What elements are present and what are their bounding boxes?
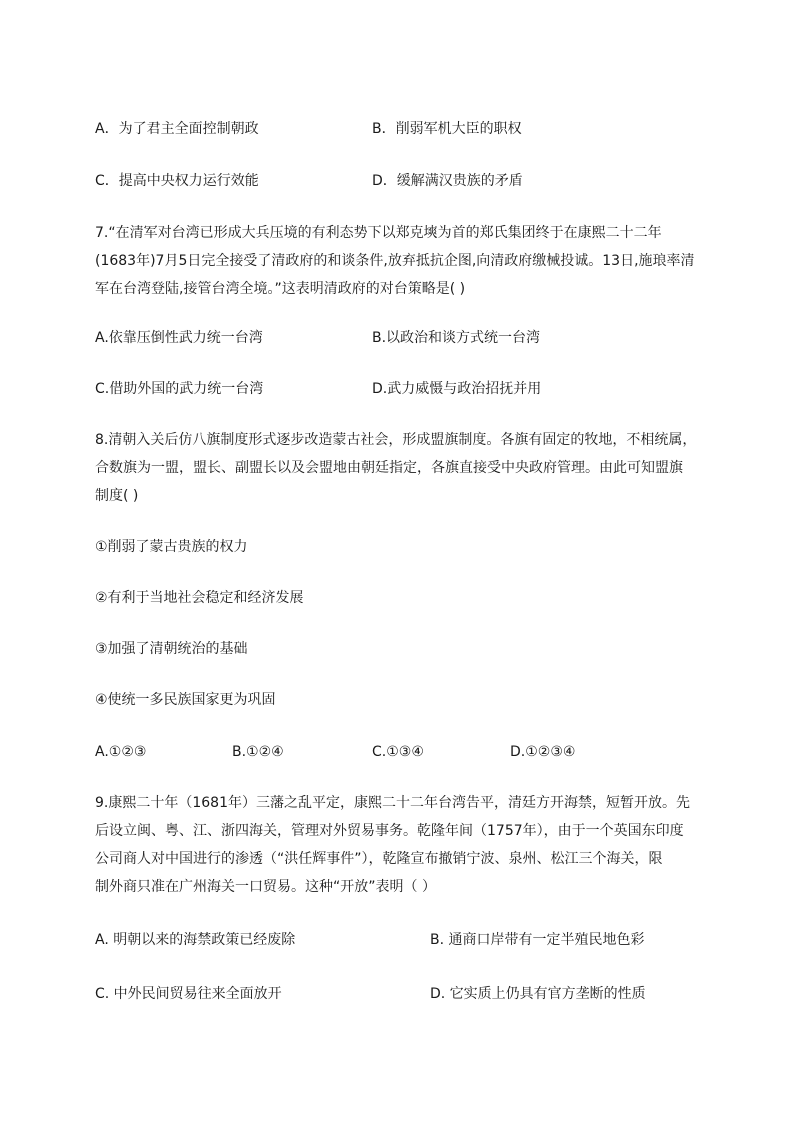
q8-stem-line: 合数旗为一盟，盟长、副盟长以及会盟地由朝廷指定，各旗直接受中央政府管理。由此可知盟旗 <box>95 460 683 476</box>
q8-item: ①削弱了蒙古贵族的权力 <box>95 539 248 555</box>
q9-stem-line: 后设立闽、粤、江、浙四海关，管理对外贸易事务。乾隆年间（1757年），由于一个英国东印度 <box>95 823 684 839</box>
q7-option-c: C.借助外国的武力统一台湾 <box>95 381 264 397</box>
q9-option-c: C. 中外民间贸易往来全面放开 <box>95 986 282 1002</box>
q8-option-b: B.①②④ <box>232 744 284 760</box>
q7-option-d: D.武力威慑与政治招抚并用 <box>372 381 542 397</box>
q7-option-a: A.依靠压倒性武力统一台湾 <box>95 330 263 346</box>
q8-stem-line: 8.清朝入关后仿八旗制度形式逐步改造蒙古社会，形成盟旗制度。各旗有固定的牧地，不相统属， <box>95 432 697 448</box>
q8-option-d: D.①②③④ <box>510 744 576 760</box>
q8-item: ④使统一多民族国家更为巩固 <box>95 692 276 708</box>
q8-option-c: C.①③④ <box>372 744 424 760</box>
q7-option-b: B.以政治和谈方式统一台湾 <box>372 330 541 346</box>
q6-option-c: C．提高中央权力运行效能 <box>95 173 259 189</box>
q7-stem-line: (1683年)7月5日完全接受了清政府的和谈条件,放弃抵抗企图,向清政府缴械投诚。13日,施琅率清 <box>95 253 695 269</box>
q8-item: ③加强了清朝统治的基础 <box>95 641 248 657</box>
q6-option-b: B．削弱军机大臣的职权 <box>372 121 522 137</box>
q7-stem-line: 军在台湾登陆,接管台湾全境。”这表明清政府的对台策略是( ) <box>95 281 466 297</box>
q8-option-a: A.①②③ <box>95 744 147 760</box>
q6-option-a: A．为了君主全面控制朝政 <box>95 121 259 137</box>
q9-stem-line: 制外商只准在广州海关一口贸易。这种“开放”表明（ ） <box>95 879 436 895</box>
q8-item: ②有利于当地社会稳定和经济发展 <box>95 590 304 606</box>
q9-stem-line: 公司商人对中国进行的渗透（“洪任辉事件”），乾隆宣布撤销宁波、泉州、松江三个海关，限 <box>95 851 663 867</box>
q8-stem-line: 制度( ) <box>95 488 139 504</box>
q9-option-a: A. 明朝以来的海禁政策已经废除 <box>95 932 296 948</box>
q7-stem-line: 7.“在清军对台湾已形成大兵压境的有利态势下以郑克塽为首的郑氏集团终于在康熙二十二年 <box>95 225 662 241</box>
q9-option-d: D. 它实质上仍具有官方垄断的性质 <box>430 986 646 1002</box>
q9-option-b: B. 通商口岸带有一定半殖民地色彩 <box>430 932 645 948</box>
q9-stem-line: 9.康熙二十年（1681年）三藩之乱平定，康熙二十二年台湾告平，清廷方开海禁，短暂开放。先 <box>95 795 690 811</box>
q6-option-d: D．缓解满汉贵族的矛盾 <box>372 173 523 189</box>
